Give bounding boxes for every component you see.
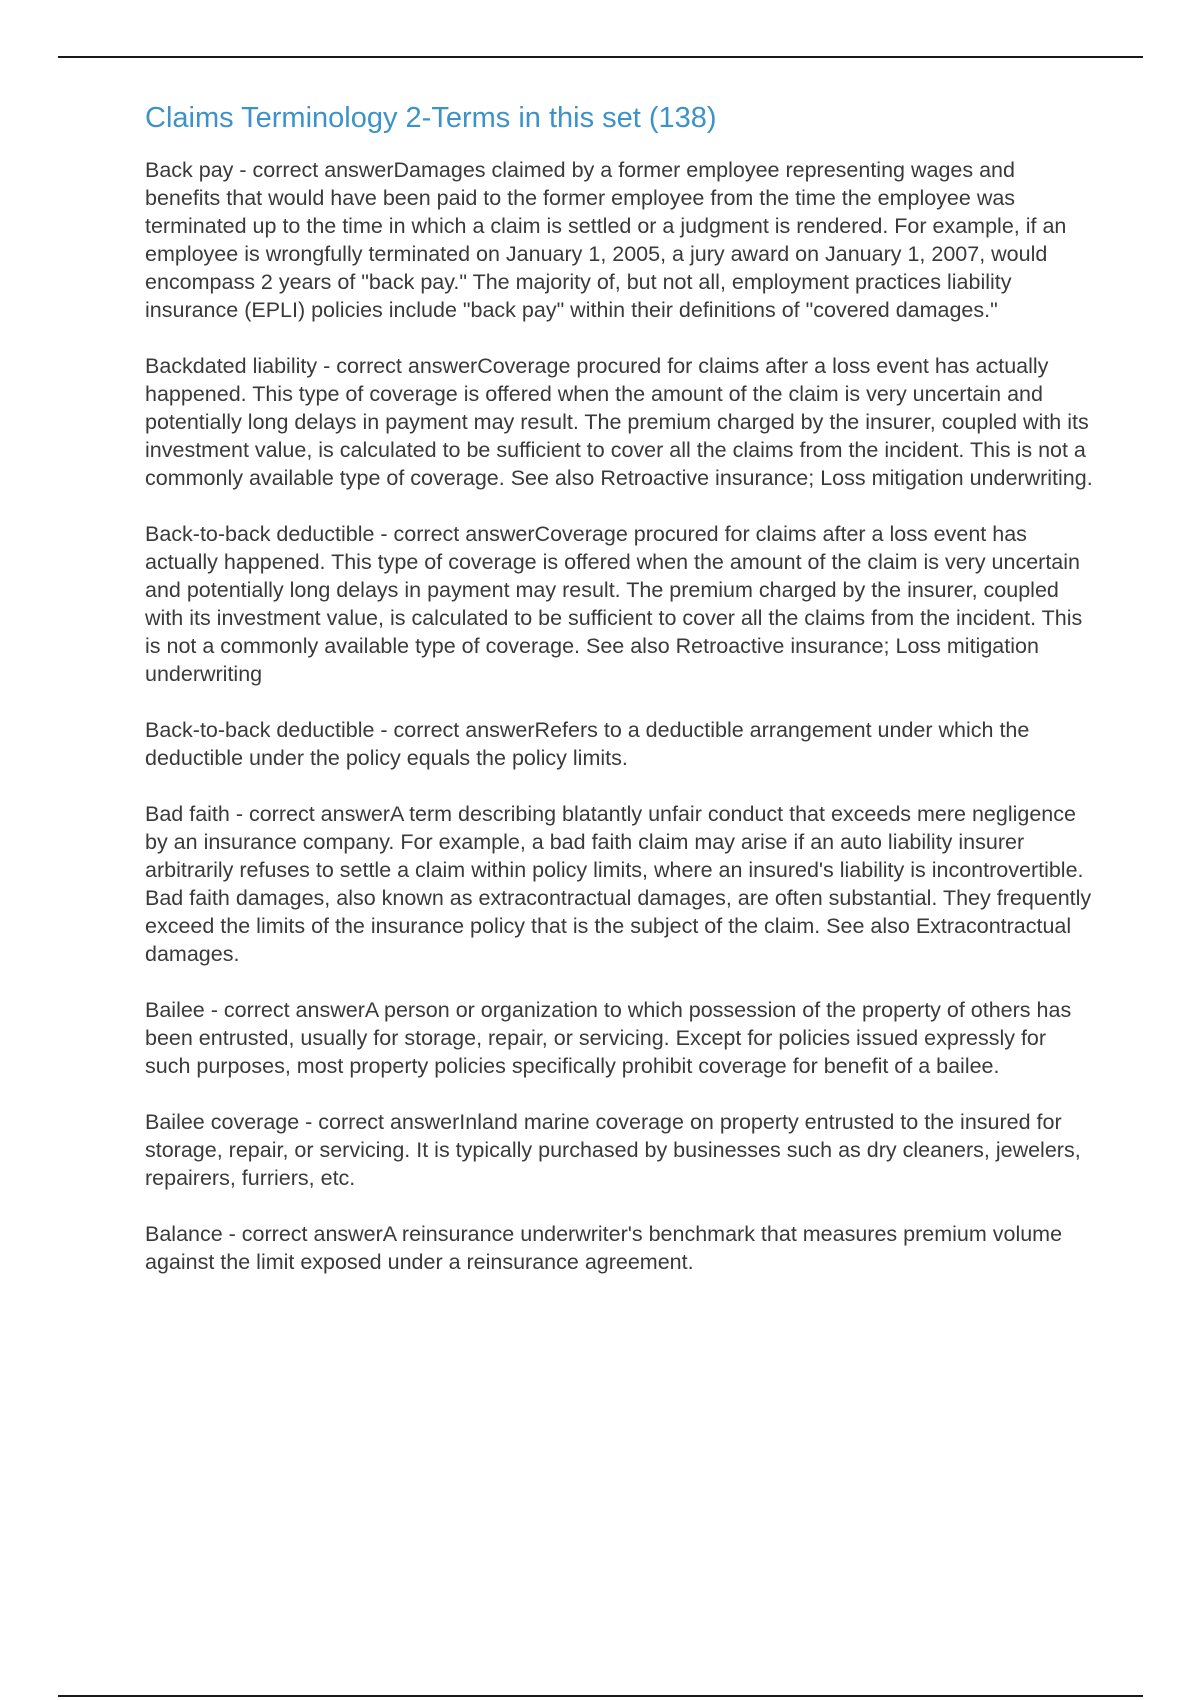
bottom-rule: [58, 1695, 1143, 1697]
term-entry-bad-faith: Bad faith - correct answerA term describing blatantly unfair conduct that exceeds mere negligence by an insurance company. For example, a bad faith claim may arise if an auto liability insurer arbitrarily refuses to settle a claim within policy limits, where an insured's liability is incontrovertible. Bad faith damages, also known as extracontractual damages, are often substantial. They frequently exceed the limits of the insurance policy that is the subject of the claim. See also Extracontractual damages.: [145, 802, 1092, 966]
term-entry-backdated-liability: Backdated liability - correct answerCoverage procured for claims after a loss event has actually happened. This type of coverage is offered when the amount of the claim is very uncertain and potentially long delays in payment may result. The premium charged by the insurer, coupled with its investment value, is calculated to be sufficient to cover all the claims from the incident. This is not a commonly available type of coverage. See also Retroactive insurance; Loss mitigation underwriting.: [145, 354, 1093, 490]
term-entry-back-to-back-deductible-1: Back-to-back deductible - correct answerCoverage procured for claims after a loss event has actually happened. This type of coverage is offered when the amount of the claim is very uncertain and potentially long delays in payment may result. The premium charged by the insurer, coupled with its investment value, is calculated to be sufficient to cover all the claims from the incident. This is not a commonly available type of coverage. See also Retroactive insurance; Loss mitigation underwriting: [145, 522, 1083, 686]
top-rule: [58, 56, 1143, 58]
term-entry-bailee: Bailee - correct answerA person or organization to which possession of the property of others has been entrusted, usually for storage, repair, or servicing. Except for policies issued expressly for such purposes, most property policies specifically prohibit coverage for benefit of a bailee.: [145, 998, 1072, 1078]
term-entry-balance: Balance - correct answerA reinsurance underwriter's benchmark that measures premium volume against the limit exposed under a reinsurance agreement.: [145, 1222, 1063, 1274]
document-body: [145, 98, 1095, 1304]
term-entry-back-to-back-deductible-2: Back-to-back deductible - correct answerRefers to a deductible arrangement under which the deductible under the policy equals the policy limits.: [145, 718, 1030, 770]
document-title: Claims Terminology 2-Terms in this set (138): [145, 102, 717, 134]
term-entry-back-pay: Back pay - correct answerDamages claimed by a former employee representing wages and benefits that would have been paid to the former employee from the time the employee was terminated up to the time in which a claim is settled or a judgment is rendered. For example, if an employee is wrongfully terminated on January 1, 2005, a jury award on January 1, 2007, would encompass 2 years of "back pay." The majority of, but not all, employment practices liability insurance (EPLI) policies include "back pay" within their definitions of "covered damages.": [145, 158, 1067, 322]
term-entry-bailee-coverage: Bailee coverage - correct answerInland marine coverage on property entrusted to the insured for storage, repair, or servicing. It is typically purchased by businesses such as dry cleaners, jewelers, repairers, furriers, etc.: [145, 1110, 1081, 1190]
